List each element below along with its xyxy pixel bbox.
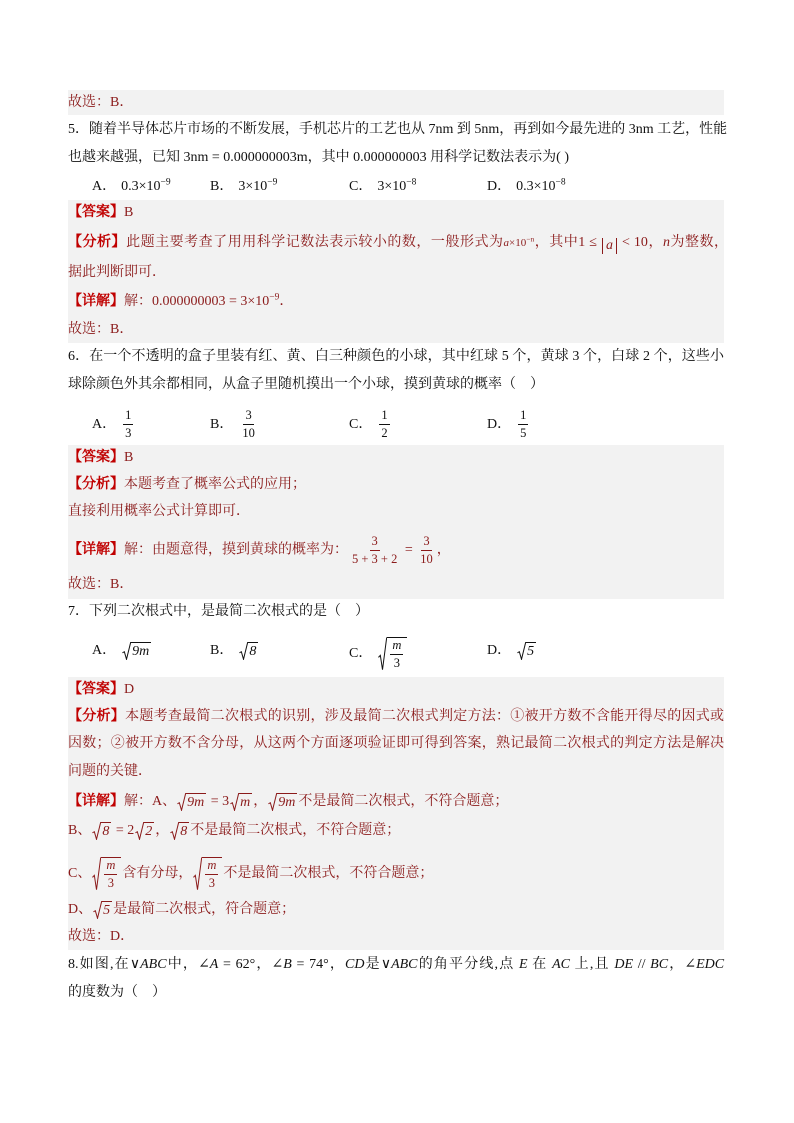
option-base: 3×10	[377, 179, 407, 194]
numerator: m	[104, 858, 117, 875]
equals: = 2	[112, 823, 135, 838]
radical-sign	[193, 857, 202, 891]
radicand: m	[240, 794, 251, 810]
radical-sign	[378, 637, 387, 671]
radicand: 8	[180, 823, 188, 839]
radical-sign	[135, 822, 144, 840]
denominator: 2	[381, 426, 388, 440]
radicand: 5	[527, 643, 535, 659]
option-letter: D．	[487, 179, 512, 194]
denominator: 10	[420, 552, 433, 566]
fraction	[240, 408, 257, 441]
q7-options	[68, 637, 724, 670]
radicand: 9m	[187, 794, 205, 810]
q7-detail-a	[68, 788, 508, 816]
radical-sign	[517, 642, 526, 660]
denominator: 3	[107, 876, 114, 890]
q6-answer	[68, 444, 133, 472]
radical-sign	[92, 822, 101, 840]
denominator: 3	[393, 656, 400, 670]
fraction	[379, 408, 389, 441]
q7-answer	[68, 676, 134, 704]
denominator: 10	[242, 426, 255, 440]
option-base: 3×10	[238, 179, 268, 194]
q7-analysis-line-3: 问题的关键．	[68, 764, 152, 779]
q5-answer	[68, 199, 133, 227]
option-letter: C．	[349, 646, 373, 662]
q5-detail	[68, 288, 293, 316]
q7-analysis-line-1	[68, 703, 724, 731]
analysis-tag: 【分析】	[68, 709, 126, 724]
radical-sign	[177, 793, 186, 811]
stem-text: 是	[364, 957, 381, 972]
radical-sign	[230, 793, 239, 811]
stem-text: 在	[527, 957, 553, 972]
numerator: 1	[123, 408, 133, 425]
detail-end: ．	[279, 294, 294, 309]
square-root	[193, 857, 222, 891]
variable-a: a	[605, 238, 613, 253]
angle-value: = 74°	[291, 957, 329, 972]
stem-text: ，	[255, 957, 272, 972]
q7-stem: 7．下列二次根式中，是最简二次根式的是（ ）	[68, 604, 369, 619]
square-root	[170, 822, 189, 840]
detail-text: 含有分母，	[122, 866, 193, 882]
numerator: m	[390, 638, 403, 655]
parallel-symbol: //	[633, 957, 651, 972]
triangle-symbol: ∨	[129, 957, 141, 972]
option-exponent: −8	[406, 177, 417, 188]
stem-text: 中，	[166, 957, 199, 972]
answer-shade-q5	[68, 200, 724, 343]
fraction	[418, 534, 435, 567]
analysis-text: 本题考查了概率公式的应用；	[124, 477, 306, 492]
equals: =	[401, 542, 417, 558]
radical-sign	[239, 642, 248, 660]
q7-detail-b	[68, 817, 400, 845]
detail-text: 不是最简二次根式，不符合题意；	[223, 866, 434, 882]
angle-name: A	[209, 957, 219, 972]
radicand: 5	[103, 902, 111, 918]
q6-analysis-line-1	[68, 471, 306, 499]
denominator: 3	[125, 426, 132, 440]
segment-name: AC	[552, 957, 571, 972]
q5-options	[68, 173, 724, 201]
option-letter: D．	[487, 643, 512, 658]
detail-exponent: −9	[269, 292, 280, 303]
triangle-name: ABC	[391, 957, 418, 972]
analysis-text: ，	[647, 235, 663, 250]
q6-option-c	[349, 408, 392, 441]
numerator: 1	[518, 408, 528, 425]
option-letter: C．	[349, 416, 373, 432]
fraction	[390, 638, 403, 671]
q7-analysis-line-2: 因数；②被开方数不含分母，从这两个方面逐项验证即可得到答案，熟记最简二次根式的判定方法是解决	[68, 736, 724, 751]
q4-conclusion: 故选：B．	[68, 95, 134, 110]
option-letter: C．	[349, 179, 373, 194]
stem-text: 8.如图,在	[68, 957, 130, 972]
answer-value: B	[124, 205, 134, 220]
answer-tag: 【答案】	[68, 205, 124, 220]
square-root	[93, 901, 112, 919]
option-letter: B．	[210, 179, 234, 194]
analysis-tag: 【分析】	[68, 235, 127, 250]
fraction	[518, 408, 528, 441]
q6-stem-line-2: 球除颜色外其余都相同，从盒子里随机摸出一个小球，摸到黄球的概率（ ）	[68, 377, 544, 392]
detail-prefix: 解：A、	[124, 794, 177, 809]
square-root	[268, 793, 297, 811]
option-letter: A．	[92, 643, 117, 658]
square-root	[135, 822, 154, 840]
triangle-symbol: ∨	[380, 957, 392, 972]
q7-option-a	[92, 637, 152, 665]
inequality-right: < 10	[617, 235, 648, 250]
triangle-name: ABC	[140, 957, 167, 972]
square-root	[230, 793, 252, 811]
fraction	[123, 408, 133, 441]
denominator: 3	[208, 876, 216, 890]
detail-text: 解：0.000000003 = 3×10	[124, 294, 270, 309]
inequality	[578, 235, 648, 253]
q8-stem-line-1	[68, 951, 724, 979]
radicand: 8	[249, 643, 257, 659]
analysis-text: 为整数，	[669, 235, 729, 250]
square-root	[177, 793, 206, 811]
analysis-text: 本题考查最简二次根式的识别，涉及最简二次根式判定方法：①被开方数不含能开得尽的因式或	[125, 709, 725, 724]
answer-value: D	[124, 682, 135, 697]
q5-stem-line-1: 5．随着半导体芯片市场的不断发展，手机芯片的工艺也从 7nm 到 5nm，再到如今最先进的 3nm 工艺，性能	[68, 122, 728, 137]
detail-end: ，	[436, 542, 451, 558]
q5-option-d	[487, 173, 566, 201]
detail-text: 不是最简二次根式，不符合题意；	[190, 823, 401, 838]
inequality-left: 1 ≤	[578, 235, 601, 250]
radicand: 9m	[132, 643, 150, 659]
radicand: 2	[145, 823, 153, 839]
radical-sign	[268, 793, 277, 811]
answer-tag: 【答案】	[68, 682, 124, 697]
numerator: 3	[243, 408, 253, 425]
detail-prefix: B、	[68, 823, 92, 838]
fraction	[104, 858, 117, 891]
angle-symbol: ∠	[198, 957, 210, 972]
fraction	[205, 858, 218, 891]
square-root	[92, 822, 111, 840]
detail-tag: 【详解】	[68, 542, 124, 558]
q6-analysis-line-2: 直接利用概率公式计算即可．	[68, 504, 250, 519]
stem-text: ，	[668, 957, 685, 972]
square-root	[517, 642, 536, 660]
stem-text: 的角平分线,点	[417, 957, 520, 972]
variable-n: n	[662, 235, 670, 250]
q6-option-d	[487, 408, 530, 441]
square-root	[239, 642, 258, 660]
separator: ，	[155, 823, 170, 838]
numerator: 1	[379, 408, 389, 425]
detail-text: 是最简二次根式，符合题意；	[113, 902, 296, 917]
q5-analysis-line-1	[68, 229, 728, 257]
square-root	[122, 642, 151, 660]
option-letter: D．	[487, 416, 512, 432]
q6-conclusion: 故选：B．	[68, 577, 134, 592]
denominator: 5	[520, 426, 527, 440]
radicand	[101, 857, 121, 891]
q7-conclusion: 故选：D．	[68, 929, 135, 944]
segment-name: CD	[345, 957, 365, 972]
q7-option-b	[210, 637, 259, 665]
q5-option-b	[210, 173, 277, 201]
segment-name: DE	[614, 957, 634, 972]
answer-value: B	[124, 450, 134, 465]
angle-symbol: ∠	[271, 957, 284, 972]
stem-text: 上,且	[570, 957, 615, 972]
q7-detail-c	[68, 857, 434, 890]
angle-name: EDC	[696, 957, 725, 972]
q8-stem-line-2: 的度数为（ ）	[68, 985, 166, 1000]
option-base: 0.3×10	[121, 179, 161, 194]
radicand	[202, 857, 222, 891]
angle-value: = 62°	[218, 957, 256, 972]
form-exponent: −n	[526, 234, 535, 244]
q5-conclusion: 故选：B．	[68, 322, 134, 337]
numerator: m	[205, 858, 218, 875]
separator: ，	[253, 794, 268, 809]
equals: = 3	[207, 794, 230, 809]
q6-options	[68, 408, 724, 440]
q7-option-c	[349, 637, 408, 671]
square-root	[378, 637, 407, 671]
answer-tag: 【答案】	[68, 450, 124, 465]
radical-sign	[170, 822, 179, 840]
radicand	[387, 637, 407, 671]
square-root	[92, 857, 121, 891]
denominator: 5 + 3 + 2	[352, 552, 398, 566]
radicand: 8	[102, 823, 110, 839]
general-form	[503, 234, 535, 249]
segment-name: BC	[650, 957, 669, 972]
option-letter: A．	[92, 416, 117, 432]
fraction	[350, 534, 399, 567]
analysis-text: 此题主要考查了用用科学记数法表示较小的数，一般形式为	[126, 235, 504, 250]
angle-name: B	[283, 957, 292, 972]
q5-stem-line-2: 也越来越强，已知 3nm = 0.000000003m，其中 0.000000003 用科学记数法表示为( )	[68, 150, 569, 165]
option-exponent: −8	[555, 177, 566, 188]
radical-sign	[122, 642, 131, 660]
analysis-tag: 【分析】	[68, 477, 124, 492]
q7-detail-d	[68, 896, 295, 924]
option-base: 0.3×10	[516, 179, 556, 194]
detail-tag: 【详解】	[68, 294, 124, 309]
q7-option-d	[487, 637, 537, 665]
q6-option-b	[210, 408, 259, 441]
numerator: 3	[421, 534, 431, 551]
radicand: 9m	[278, 794, 296, 810]
q6-stem-line-1: 6．在一个不透明的盒子里装有红、黄、白三种颜色的小球，其中红球 5 个，黄球 3 个，白球 2 个，这些小	[68, 349, 724, 364]
detail-text: 不是最简二次根式，不符合题意；	[298, 794, 509, 809]
point-name: E	[519, 957, 528, 972]
answer-shade-q4	[68, 90, 724, 115]
q5-analysis-line-2: 据此判断即可．	[68, 265, 166, 280]
radical-sign	[92, 857, 101, 891]
stem-text: ，	[328, 957, 346, 972]
angle-symbol: ∠	[684, 957, 697, 972]
option-letter: A．	[92, 179, 117, 194]
detail-text: 解：由题意得，摸到黄球的概率为：	[124, 542, 348, 558]
radical-sign	[93, 901, 102, 919]
detail-tag: 【详解】	[68, 794, 124, 809]
absolute-value	[602, 238, 617, 254]
variable-a: a	[503, 237, 510, 249]
q6-detail	[68, 534, 451, 566]
q5-option-a	[92, 173, 171, 201]
option-exponent: −9	[267, 177, 278, 188]
form-base: ×10	[509, 237, 527, 249]
detail-prefix: C、	[68, 866, 92, 882]
option-exponent: −9	[160, 177, 171, 188]
numerator: 3	[370, 534, 380, 551]
option-letter: B．	[210, 643, 234, 658]
option-letter: B．	[210, 416, 234, 432]
q5-option-c	[349, 173, 416, 201]
q6-option-a	[92, 408, 135, 441]
detail-prefix: D、	[68, 902, 93, 917]
analysis-text: ，其中	[534, 235, 579, 250]
